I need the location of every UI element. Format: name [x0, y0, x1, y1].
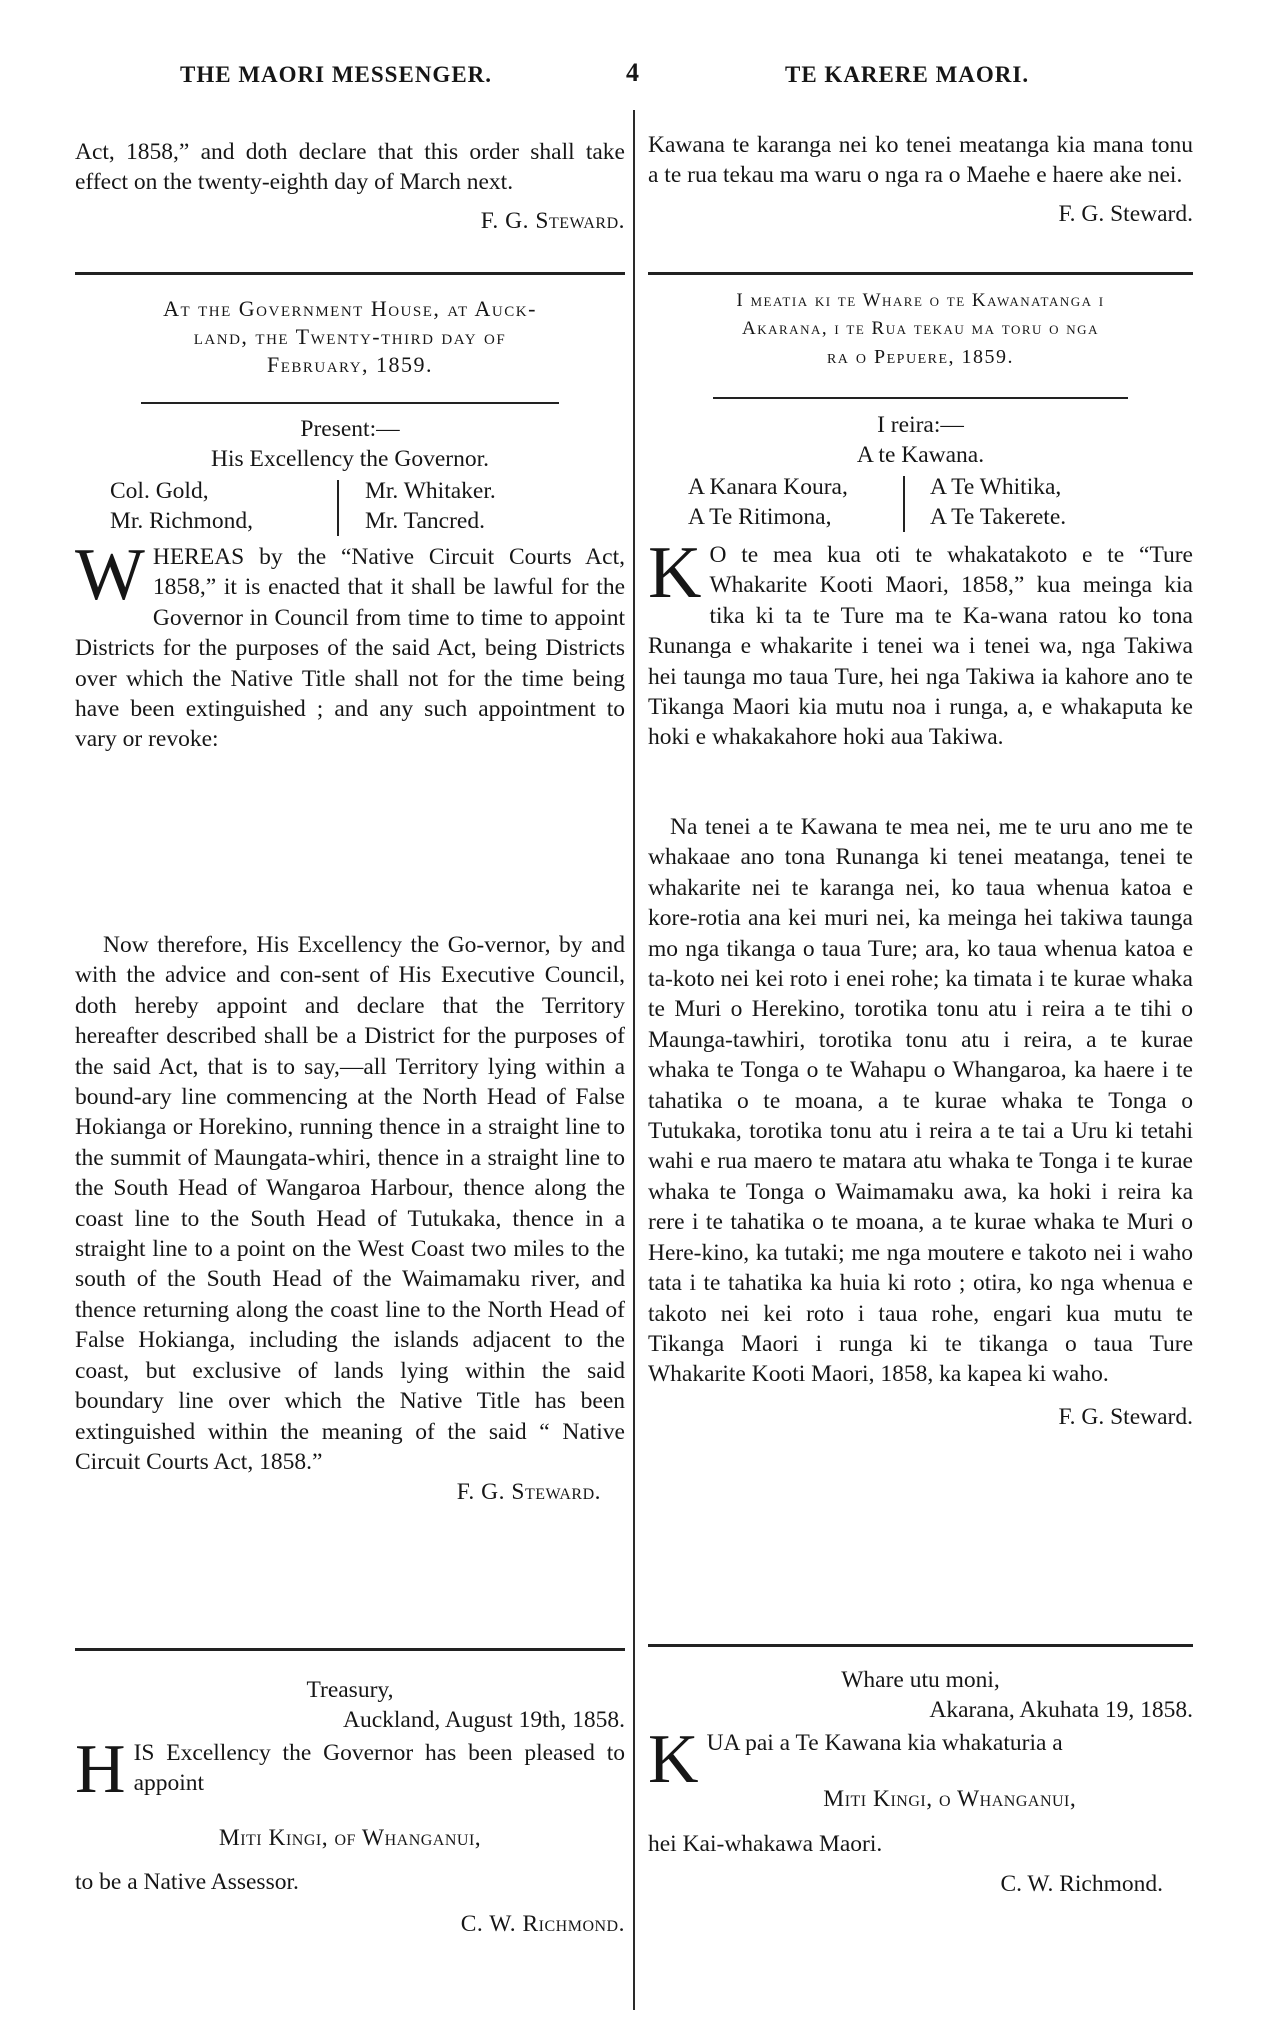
english-council-members [75, 476, 625, 538]
maori-intro-signature: F. G. Steward. [1058, 200, 1193, 227]
english-governor: His Excellency the Governor. [211, 446, 489, 473]
whare-utu-signature: C. W. Richmond. [1000, 1871, 1163, 1898]
treasury-appointee: Miti Kingi, of Whanganui, [218, 1824, 482, 1851]
member-gold: Col. Gold, [110, 478, 209, 504]
whare-utu-role: hei Kai-whakawa Maori. [648, 1830, 883, 1857]
whereas-text: HEREAS by the “Native Circuit Courts Act, 1858,” it is enacted that it shall be lawful for the Governor in Council from time to time to appoint Districts for the purposes of the said Act, being Districts over which the Native Title shall not for the time being have been extinguished ; and any such appointment to vary or revoke: [75, 544, 625, 753]
english-present [75, 414, 625, 475]
maori-na-tenei [648, 812, 1193, 1432]
member-richmond: Mr. Richmond, [110, 508, 253, 534]
now-therefore-text: Now therefore, His Excellency the Go-vernor, by and with the advice and con-sent of His Executive Council, doth hereby appoint and declare that the Territory hereafter described shall be a District for the purposes of the said Act, that is to say,—all Territory lying within a bound-ary line commencing at the North Head of False Hokianga or Horekino, running thence in a straight line to the summit of Maungata-whiri, thence in a straight line to the South Head of Wangaroa Harbour, thence along the coast line to the South Head of Tutukaka, thence in a straight line to a point on the West Coast two miles to the south of the South Head of the Waimamaku river, and thence returning along the coast line to the North Head of False Hokianga, including the islands adjacent to the coast, but exclusive of lands lying within the said boundary line over which the Native Title has been extinguished within the meaning of the said “ Native Circuit Courts Act, 1858.” [75, 932, 625, 1475]
english-rule-2 [75, 1648, 625, 1651]
maori-rule-2 [648, 1644, 1193, 1647]
member-te-ritimona: A Te Ritimona, [688, 504, 832, 530]
masthead-english: THE MAORI MESSENGER. [180, 62, 493, 87]
treasury-dropcap: H [75, 1730, 126, 1808]
maori-governor: A te Kawana. [856, 442, 985, 469]
maori-council-members [648, 472, 1193, 534]
ko-text: O te mea kua oti te whakatakoto e te “Ture Whakarite Kooti Maori, 1858,” kua meinga kia tika ki ta te Ture ma te Ka-wana ratou ko tona Runanga e whakarite i tenei wa i tenei wa, nga Takiwa hei taunga mo taua Ture, hei nga Takiwa ia kahore ano te Tikanga Maori kia mutu noa i runga, a, e whakaputa ke hoki e whakakahore hoki aua Takiwa. [648, 542, 1193, 751]
maori-members-col-2 [930, 472, 1066, 532]
english-heading-line-1: At the Government House, at Auck- [163, 296, 537, 321]
english-intro-text: Act, 1858,” and doth declare that this order shall take effect on the twenty-eighth day of March next. [75, 139, 625, 196]
maori-heading-line-3: ra o Pepuere, 1859. [826, 346, 1015, 368]
maori-members-separator [903, 476, 905, 532]
maori-heading-line-2: Akarana, i te Rua tekau ma toru o nga [742, 318, 1099, 339]
page-number: 4 [626, 58, 640, 87]
maori-notice-heading [648, 287, 1193, 371]
english-whereas [75, 534, 625, 755]
ko-dropcap: K [648, 532, 702, 614]
english-notice-heading [75, 295, 625, 379]
column-divider [633, 110, 635, 2010]
maori-members-col-1 [688, 472, 848, 532]
member-kanara-koura: A Kanara Koura, [688, 474, 848, 500]
english-members-separator [337, 480, 339, 536]
whare-utu-dropcap: K [648, 1720, 699, 1798]
treasury-date: Auckland, August 19th, 1858. [343, 1707, 625, 1734]
maori-ko-te-mea [648, 532, 1193, 753]
whare-utu-text: UA pai a Te Kawana kia whakaturia a [706, 1729, 1063, 1756]
maori-intro-text: Kawana te karanga nei ko tenei meatanga kia mana tonu a te rua tekau ma waru o nga ra o Maehe e haere ake nei. [648, 132, 1193, 189]
treasury-signature: C. W. Richmond. [460, 1911, 625, 1938]
english-members-col-1 [110, 476, 253, 536]
whereas-dropcap: W [75, 534, 145, 616]
member-tancred: Mr. Tancred. [365, 508, 485, 534]
english-rule-short [141, 402, 559, 404]
english-heading-line-3: February, 1859. [266, 352, 434, 377]
whare-utu-appointee: Miti Kingi, o Whanganui, [823, 1786, 1077, 1813]
treasury-role: to be a Native Assessor. [75, 1869, 299, 1896]
whare-utu-date: Akarana, Akuhata 19, 1858. [929, 1697, 1193, 1724]
member-te-whitika: A Te Whitika, [930, 474, 1062, 500]
english-intro-signature: F. G. Steward. [480, 207, 625, 234]
maori-present-label: I reira:— [877, 412, 964, 438]
treasury-text: IS Excellency the Governor has been pleased to appoint [133, 1739, 625, 1797]
whare-utu-label: Whare utu moni, [841, 1667, 1000, 1693]
english-rule-1 [75, 272, 625, 275]
masthead-maori: TE KARERE MAORI. [785, 62, 1030, 87]
maori-intro [648, 130, 1193, 229]
treasury-label: Treasury, [306, 1677, 394, 1703]
masthead [0, 58, 1280, 102]
english-treasury [75, 1675, 625, 1939]
maori-notice-signature: F. G. Steward. [1058, 1403, 1193, 1430]
maori-present [648, 410, 1193, 471]
member-whitaker: Mr. Whitaker. [365, 478, 496, 504]
english-members-col-2 [365, 476, 496, 536]
maori-treasury [648, 1665, 1193, 1899]
english-intro [75, 137, 625, 236]
english-notice-signature: F. G. Steward. [456, 1479, 601, 1506]
maori-rule-short [713, 397, 1127, 399]
na-tenei-text: Na tenei a te Kawana te mea nei, me te uru ano me te whakaae ano tona Runanga ki tenei meatanga, tenei te whakarite nei te karanga nei, ko taua whenua katoa e kore-rotia ana kei muri nei, ka meinga hei takiwa taunga mo nga tikanga o taua Ture; ara, ko taua whenua katoa e ta-koto nei kei roto i enei rohe; ka timata i te kurae whaka te Muri o Herekino, torotika tonu atu i reira a te tihi o Maunga-tawhiri, torotika tonu atu i reira, a te kurae whaka te Tonga o te Wahapu o Whangaroa, ka haere i te tahatika o te moana, a te kurae whaka te Tonga o Tutukaka, torotika tonu atu i reira a te tai a Uru ki tetahi wahi e rua maero te matara atu whaka te Tonga i te kurae whaka te Tonga o Waimamaku awa, ka hoki i reira ka rere i te tahatika o te moana, a te kurae whaka te Muri o Here-kino, ka tutaki; me nga moutere e takoto nei i waho tata i te tahatika ka huia ki roto ; otira, ko nga whenua e takoto nei kei roto i taua rohe, engari kua mutu te Tikanga Maori i runga ki te tikanga o taua Ture Whakarite Kooti Maori, 1858, ka kapea ki waho. [648, 814, 1193, 1388]
english-heading-line-2: land, the Twenty-third day of [193, 324, 507, 349]
maori-heading-line-1: I meatia ki te Whare o te Kawanatanga i [736, 290, 1105, 311]
maori-rule-1 [648, 272, 1193, 275]
english-present-label: Present:— [300, 416, 400, 442]
member-te-takerete: A Te Takerete. [930, 504, 1067, 530]
english-now-therefore [75, 930, 625, 1507]
